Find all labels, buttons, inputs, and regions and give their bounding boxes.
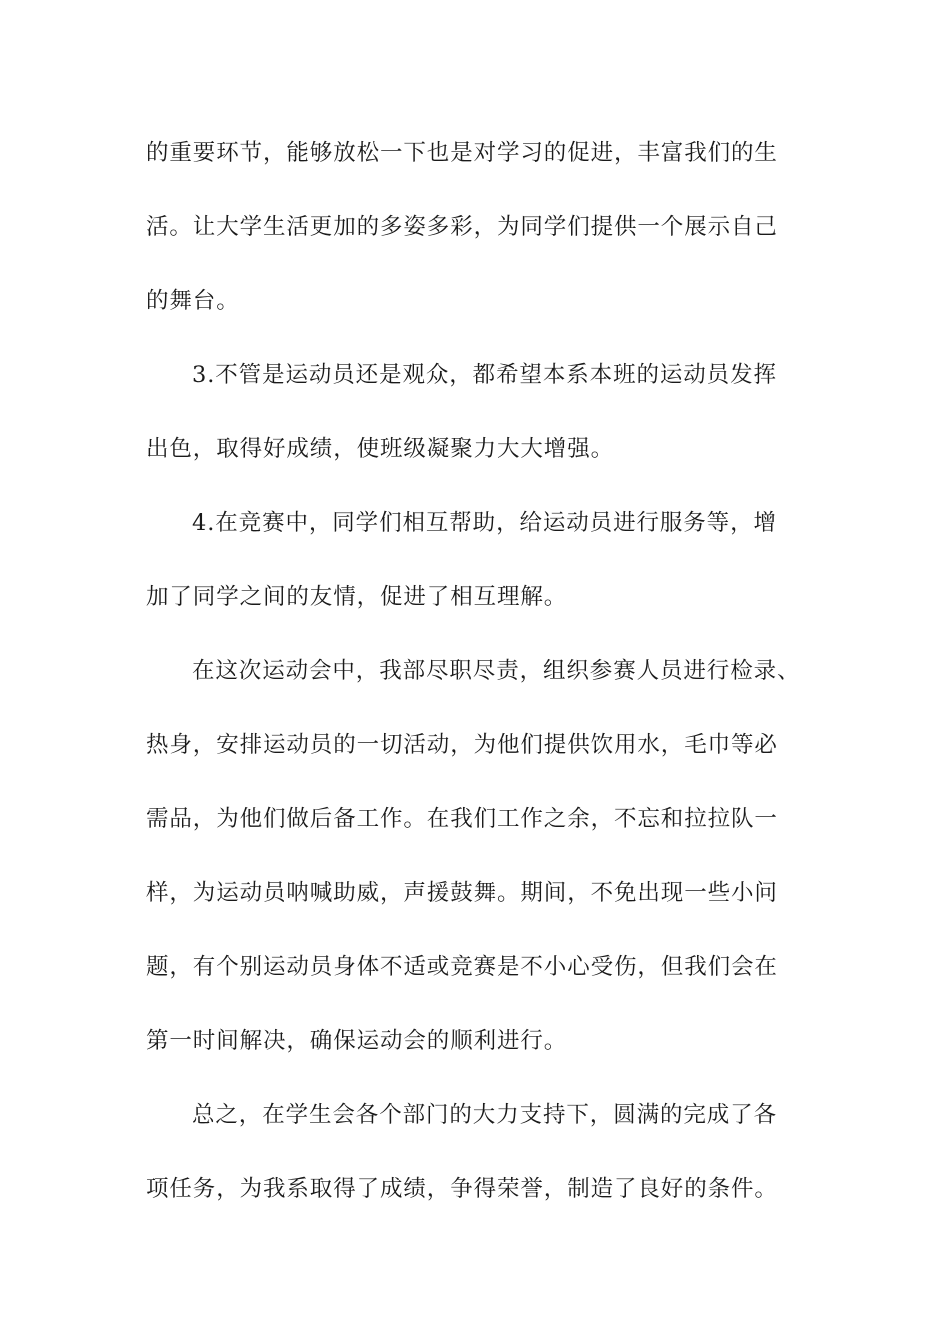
document-body [146, 116, 806, 1226]
text-line-9: 热身，安排运动员的一切活动，为他们提供饮用水，毛巾等必 [146, 732, 778, 758]
text-line-8: 在这次运动会中，我部尽职尽责，组织参赛人员进行检录、 [192, 658, 801, 684]
text-line-11: 样，为运动员呐喊助威，声援鼓舞。期间，不免出现一些小问 [146, 880, 778, 906]
text-line-10: 需品，为他们做后备工作。在我们工作之余，不忘和拉拉队一 [146, 806, 778, 832]
text-line-6: 4.在竞赛中，同学们相互帮助，给运动员进行服务等，增 [192, 510, 777, 536]
text-line-15: 项任务，为我系取得了成绩，争得荣誉，制造了良好的条件。 [146, 1176, 778, 1202]
text-line-14: 总之，在学生会各个部门的大力支持下，圆满的完成了各 [192, 1102, 778, 1128]
text-line-1: 的重要环节，能够放松一下也是对学习的促进，丰富我们的生 [146, 140, 778, 166]
text-line-12: 题，有个别运动员身体不适或竞赛是不小心受伤，但我们会在 [146, 954, 778, 980]
text-line-3: 的舞台。 [146, 288, 240, 314]
text-line-7: 加了同学之间的友情，促进了相互理解。 [146, 584, 568, 610]
text-line-13: 第一时间解决，确保运动会的顺利进行。 [146, 1028, 568, 1054]
text-line-5: 出色，取得好成绩，使班级凝聚力大大增强。 [146, 436, 615, 462]
text-line-2: 活。让大学生活更加的多姿多彩，为同学们提供一个展示自己 [146, 214, 778, 240]
text-line-4: 3.不管是运动员还是观众，都希望本系本班的运动员发挥 [192, 362, 777, 388]
